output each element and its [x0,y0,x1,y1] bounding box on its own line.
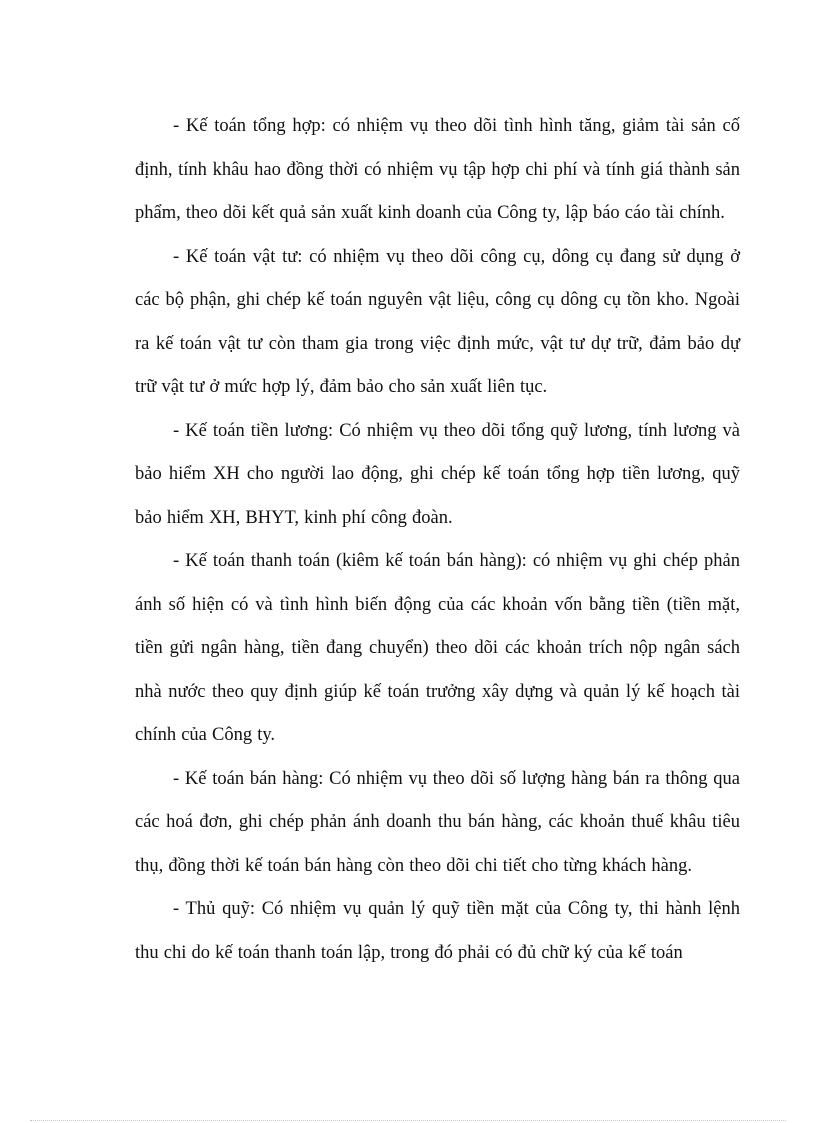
paragraph-materials-accountant: - Kế toán vật tư: có nhiệm vụ theo dõi công cụ, dông cụ đang sử dụng ở các bộ phận, ghi chép kế toán nguyên vật liệu, công cụ dông cụ tồn kho. Ngoài ra kế toán vật tư còn tham gia trong việc định mức, vật tư dự trữ, đảm bảo dự trữ vật tư ở mức hợp lý, đảm bảo cho sản xuất liên tục. [135,246,740,397]
paragraph-payment-accountant: - Kế toán thanh toán (kiêm kế toán bán hàng): có nhiệm vụ ghi chép phản ánh số hiện có và tình hình biến động của các khoản vốn bằng tiền (tiền mặt, tiền gửi ngân hàng, tiền đang chuyển) theo dõi các khoản trích nộp ngân sách nhà nước theo quy định giúp kế toán trưởng xây dựng và quản lý kế hoạch tài chính của Công ty. [135,551,740,745]
paragraph-general-accountant: - Kế toán tổng hợp: có nhiệm vụ theo dõi tình hình tăng, giảm tài sản cố định, tính khâu hao đồng thời có nhiệm vụ tập hợp chi phí và tính giá thành sản phẩm, theo dõi kết quả sản xuất kinh doanh của Công ty, lập báo cáo tài chính. [135,116,740,223]
page-bottom-divider [30,1120,786,1121]
paragraph-cashier: - Thủ quỹ: Có nhiệm vụ quản lý quỹ tiền mặt của Công ty, thi hành lệnh thu chi do kế toán thanh toán lập, trong đó phải có đủ chữ ký của kế toán [135,899,740,963]
paragraph-payroll-accountant: - Kế toán tiền lương: Có nhiệm vụ theo dõi tổng quỹ lương, tính lương và bảo hiểm XH cho người lao động, ghi chép kế toán tổng hợp tiền lương, quỹ bảo hiểm XH, BHYT, kinh phí công đoàn. [135,420,740,528]
document-body [135,105,740,975]
paragraph-sales-accountant: - Kế toán bán hàng: Có nhiệm vụ theo dõi số lượng hàng bán ra thông qua các hoá đơn, ghi chép phản ánh doanh thu bán hàng, các khoản thuế khâu tiêu thụ, đồng thời kế toán bán hàng còn theo dõi chi tiết cho từng khách hàng. [135,768,740,876]
